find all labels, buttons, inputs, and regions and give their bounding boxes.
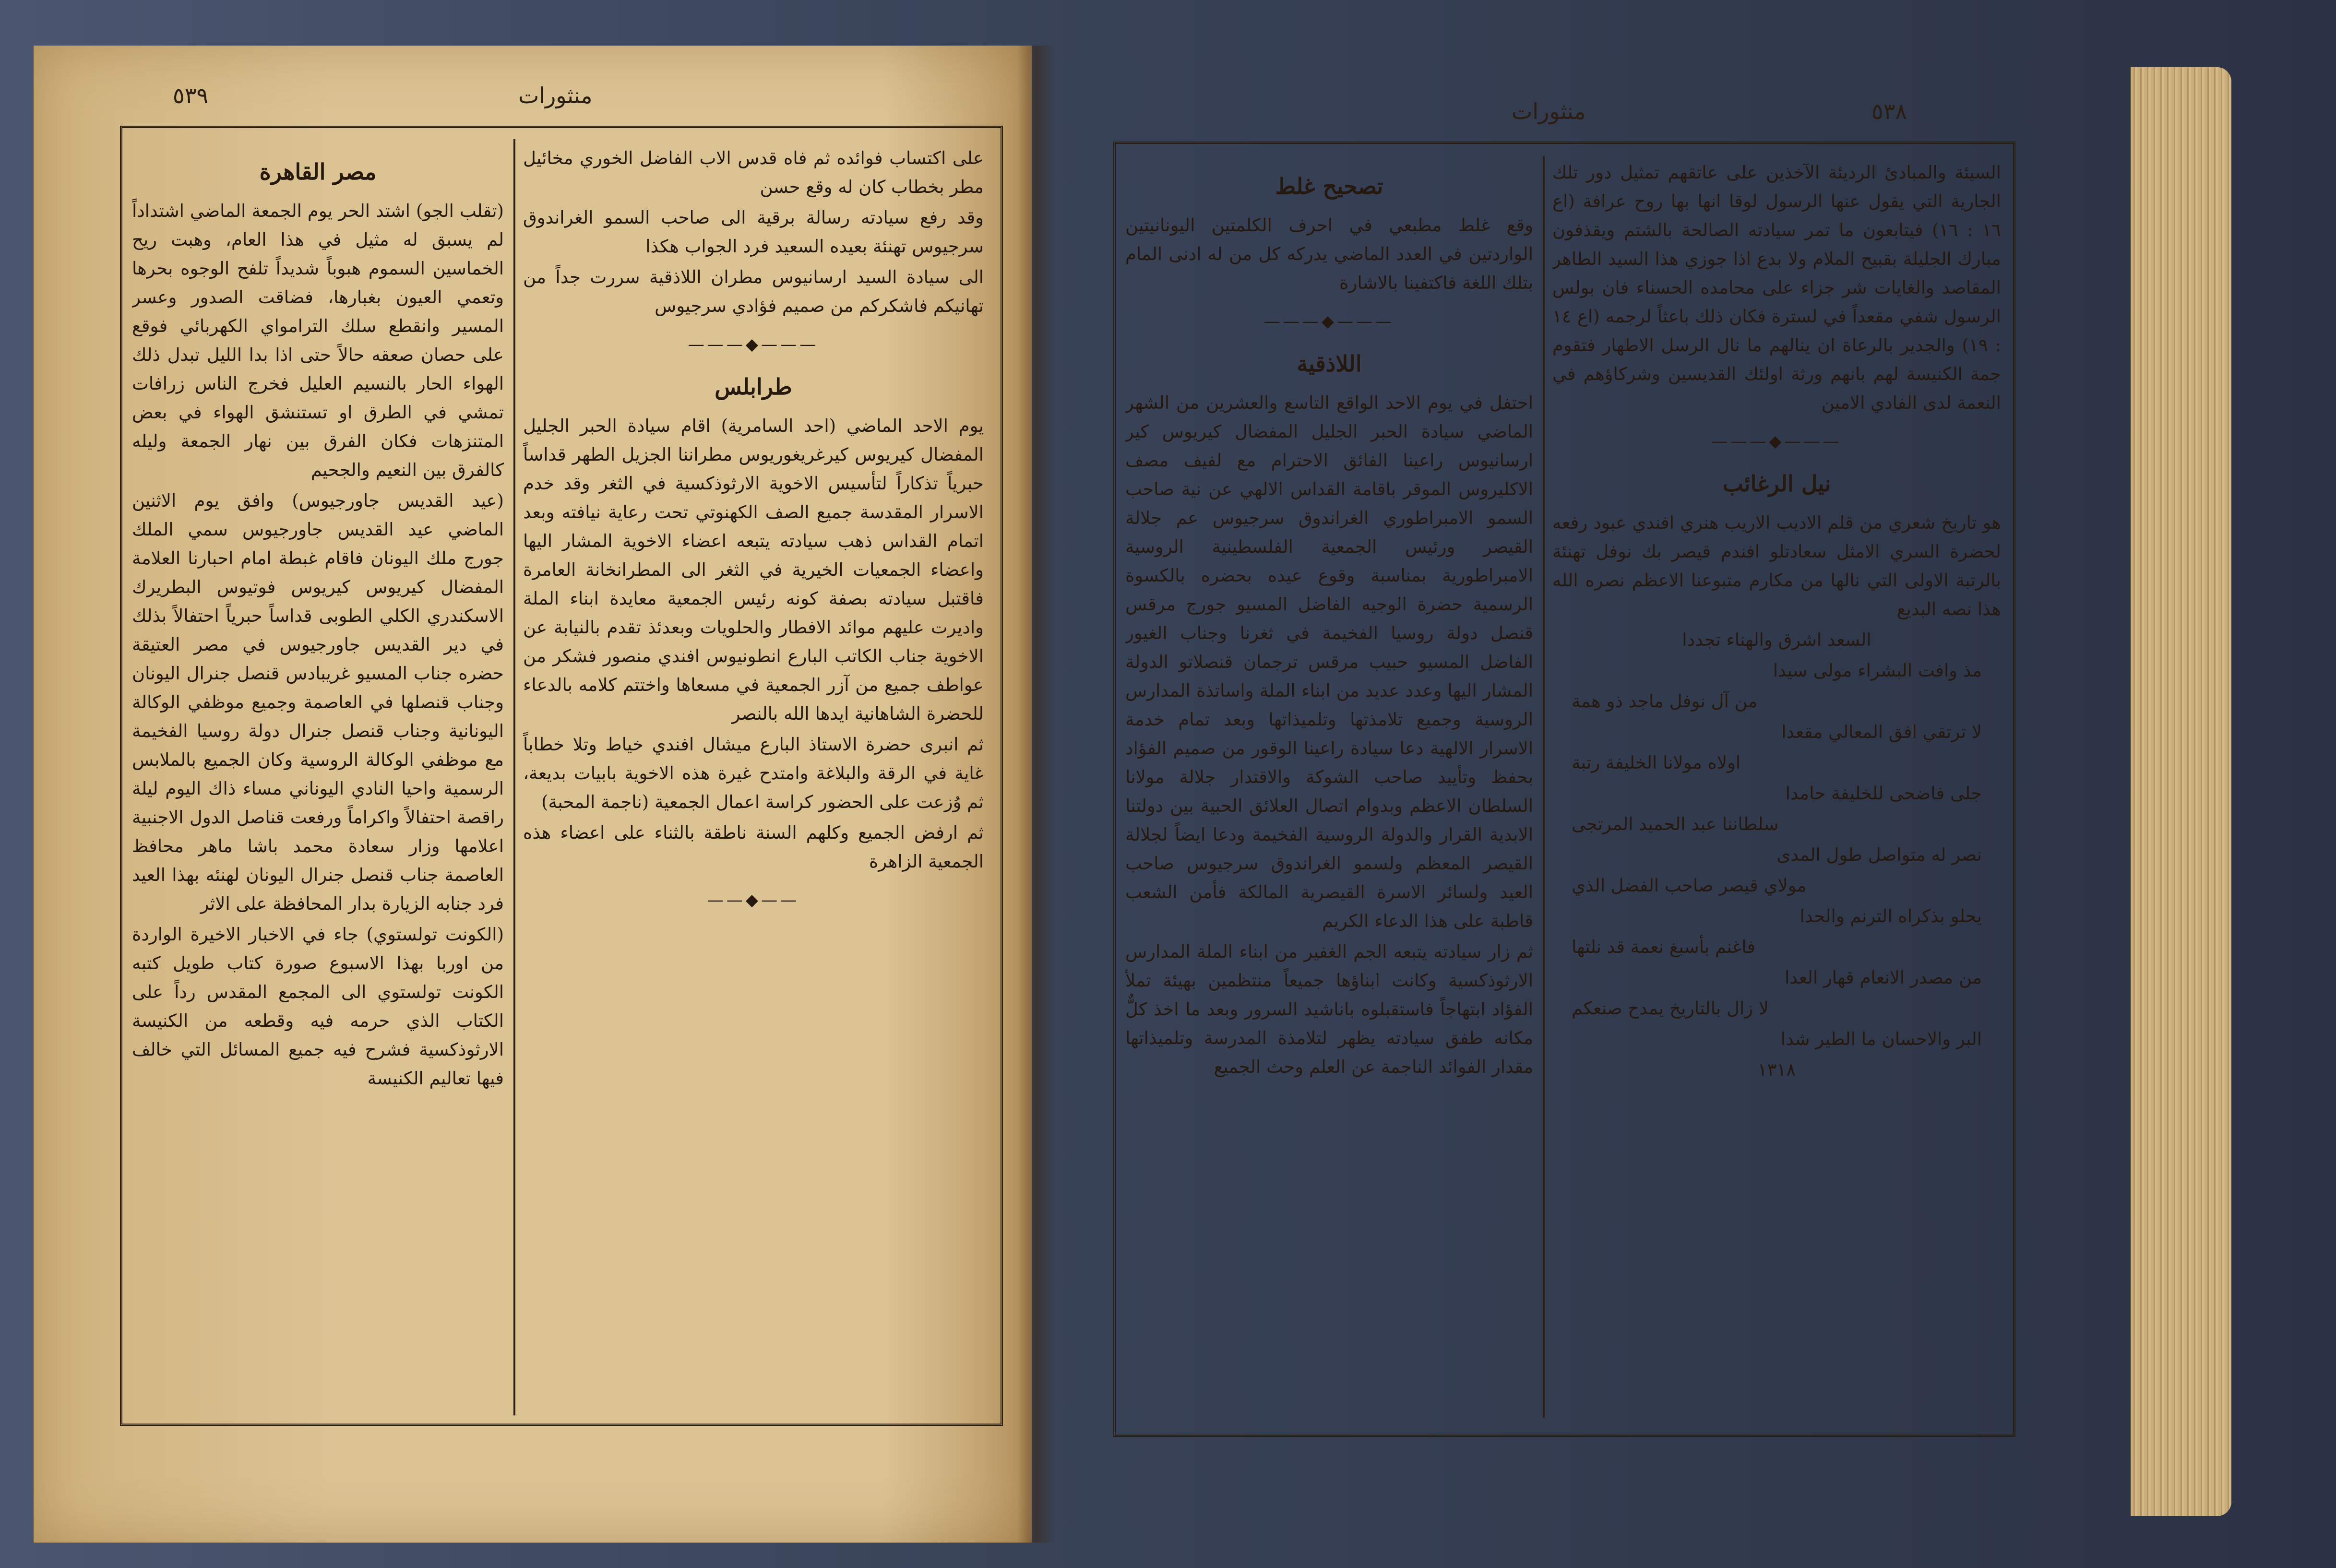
section-heading: طرابلس (715, 374, 792, 400)
verse-line: يحلو بذكراه الترنم والحدا (1800, 906, 1982, 927)
paragraph: الى سيادة السيد ارسانيوس مطران اللاذقية سررت جداً من تهانيكم فاشكركم من صميم فؤادي سرجيوس (523, 267, 984, 316)
verse-line: سلطاننا عبد الحميد المرتجى (1572, 814, 1779, 834)
ornament-divider: ———◆——— (1711, 432, 1842, 451)
paragraph: وقع غلط مطبعي في احرف الكلمتين اليونانيتين الواردتين في العدد الماضي يدركه كل من له ادنى المام بتلك اللغة فاكتفينا بالاشارة (1125, 215, 1533, 293)
verse-line: لا ترتقي افق المعالي مقعدا (1781, 722, 1982, 742)
paragraph: (عيد القديس جاورجيوس) وافق يوم الاثنين الماضي عيد القديس جاورجيوس سمي الملك جورج ملك اليونان فاقام غبطة امام احبارنا العلامة المفضال كيريوس كيريوس فوتيوس البطريرك الاسكندري الكلي الطوبى قداساً حبرياً احتفالاً بذلك في دير القديس جاورجيوس في مصر العتيقة حضره جناب المسيو غريبادس قنصل جنرال اليونان وجناب قنصلها في العاصمة وجميع موظفي الوكالة اليونانية وجناب قنصل جنرال دولة روسيا الفخيمة مع موظفي الوكالة الروسية وكان الجميع بالملابس الرسمية واحيا النادي اليوناني مساء ذاك اليوم ليلة راقصة احتفالاً واكراماً ورفعت قناصل الدول الاجنبية اعلامها وزار سعادة محمد باشا ماهر محافظ العاصمة جناب قنصل جنرال اليونان لهنئه بهذا العيد فرد جنابه الزيارة بدار المحافظة على الاثر (132, 490, 504, 914)
right-page-right-column (1552, 158, 2001, 1415)
paragraph: (الكونت تولستوي) جاء في الاخبار الاخيرة الواردة من اوربا بهذا الاسبوع صورة كتاب طويل كتبه الكونت تولستوي الى المجمع المقدس رداً على الكتاب الذي حرمه فيه وقطعه من الكنيسة الارثوذكسية فشرح فيه جميع المسائل التي خالف فيها تعاليم الكنيسة (132, 924, 504, 1089)
verse-line: البر والاحسان ما الطير شدا (1780, 1029, 1982, 1049)
page-edges (2131, 67, 2231, 1516)
section-heading: مصر القاهرة (259, 159, 377, 185)
paragraph: احتفل في يوم الاحد الواقع التاسع والعشرين من الشهر الماضي سيادة الحبر الجليل المفضال كيريوس كير ارسانيوس راعينا الفائق الاحترام مع لفيف مصف الاكليروس الموقر باقامة القداس الالهي عن نية صاحب السمو الامبراطوري الغراندوق سرجيوس عم جلالة القيصر ورئيس الجمعية الفلسطينية الروسية الامبراطورية بمناسبة وقوع عيده بحضره بالكسوة الرسمية حضرة الوجيه الفاضل المسيو جورج مرقس قنصل دولة روسيا الفخيمة في ثغرنا وجناب الغيور الفاضل المسيو حبيب مرقس ترجمان قنصلاتو الدولة المشار اليها وعدد عديد من ابناء الملة واساتذة المدارس الروسية وجميع تلامذتها وتلميذاتها وبعد تمام خدمة الاسرار الالهية دعا سيادة راعينا الوقور من صميم الفؤاد بحفظ وتأييد صاحب الشوكة والاقتدار جلالة مولانا السلطان الاعظم وبدوام اتصال العلائق الحبية بين دولتنا الابدية القرار والدولة الروسية الفخيمة ودعا ايضاً لجلالة القيصر المعظم ولسمو الغراندوق سرجيوس صاحب العيد ولسائر الاسرة القيصرية المالكة فأمن الشعب قاطبة على هذا الدعاء الكريم (1125, 392, 1533, 931)
paragraph: وقد رفع سيادته رسالة برقية الى صاحب السمو الغراندوق سرجيوس تهنئة بعيده السعيد فرد الجواب هكذا (523, 207, 984, 257)
left-page-right-column (523, 144, 984, 1411)
section-heading: نيل الرغائب (1722, 471, 1831, 497)
left-column-divider (513, 139, 515, 1415)
verse-line: نصر له متواصل طول المدى (1776, 844, 1982, 865)
ornament-divider: ———◆——— (1263, 312, 1395, 331)
verse-line: مولاي قيصر صاحب الفضل الذي (1572, 875, 1807, 896)
left-page-number: ٥٣٩ (173, 83, 209, 108)
verse-line: جلى فاضحى للخليفة حامدا (1785, 783, 1982, 804)
verse-line: فاغنم بأسبغ نعمة قد نلتها (1572, 937, 1756, 957)
paragraph: (تقلب الجو) اشتد الحر يوم الجمعة الماضي اشتداداً لم يسبق له مثيل في هذا العام، وهبت ريح الخماسين السموم هبوباً شديداً تلفح الوجوه بحرها وتعمي العيون بغبارها، فضاقت الصدور وعسر المسير وانقطع سلك الترامواي الكهربائي فوقع على حصان صعقه حالاً حتى اذا بدا الليل تبدل ذلك الهواء الحار بالنسيم العليل فخرج الناس زرافات تمشي في الطرق او تستنشق الهواء في بعض المتنزهات فكان الفرق بين نهار الجمعة وليله كالفرق بين النعيم والجحيم (132, 201, 504, 480)
verse-line: اولاه مولانا الخليفة رتبة (1572, 752, 1741, 773)
book-gutter (1017, 46, 1056, 1543)
verse-line: لا زال بالتاريخ يمدح صنعكم (1572, 998, 1769, 1019)
ornament-divider: ——◆—— (707, 891, 800, 910)
section-heading: اللاذقية (1297, 351, 1362, 377)
verse-line: من آل نوفل ماجد ذو همة (1572, 691, 1758, 712)
paragraph: ثم انبرى حضرة الاستاذ البارع ميشال افندي خياط وتلا خطاباً غاية في الرقة والبلاغة وامتدح غيرة هذه الاخوية بابيات بديعة، ثم وُزعت على الحضور كراسة اعمال الجمعية (ناجمة المحبة) (523, 734, 984, 812)
left-running-title: منثورات (518, 83, 593, 108)
right-page-number: ٥٣٨ (1871, 98, 1907, 124)
right-column-divider (1543, 156, 1545, 1418)
left-page-left-column (132, 144, 504, 1411)
verse-line: من مصدر الانعام قهار العدا (1785, 967, 1982, 988)
paragraph: يوم الاحد الماضي (احد السامرية) اقام سيادة الحبر الجليل المفضال كيريوس كيرغريغوريوس مطراننا الجزيل الطهر قداساً حبرياً تذكاراً لتأسيس الاخوية الارثوذكسية في الثغر وقد خدم الاسرار المقدسة جميع الصف الكهنوتي تحت رعاية نيافته وبعد اتمام القداس ذهب سيادته يتبعه اعضاء الاخوية المشار اليها واعضاء الجمعيات الخيرية في الثغر الى المطرانخانة العامرة فاقتبل سيادته بصفة كونه رئيس الجمعية معايدة ابناء الملة واديرت عليهم موائد الافطار والحلويات وبعدئذ تقدم بالنيابة عن الاخوية جناب الكاتب البارع انطونيوس افندي منصور فشكر من عواطف جميع من آزر الجمعية في مسعاها واختتم كلامه بالدعاء للحضرة الشاهانية ايدها الله بالنصر (523, 416, 984, 724)
verse-line: مذ وافت البشراء مولى سيدا (1773, 660, 1982, 681)
right-running-title: منثورات (1512, 98, 1586, 124)
year-date: ١٣١٨ (1757, 1059, 1796, 1080)
paragraph: هو تاريخ شعري من قلم الاديب الاريب هنري افندي عبود رفعه لحضرة السري الامثل سعادتلو افندم قيصر بك نوفل تهنئة بالرتبة الاولى التي نالها من مكارم متبوعنا الاعظم نصره الله هذا نصه البديع (1552, 512, 2001, 619)
section-heading: تصحيح غلط (1275, 173, 1383, 199)
paragraph: ثم ارفض الجميع وكلهم السنة ناطقة بالثناء على اعضاء هذه الجمعية الزاهرة (523, 822, 984, 872)
verse-line: السعد اشرق والهناء تجددا (1682, 630, 1871, 650)
paragraph: السيئة والمبادئ الرديئة الآخذين على عاتقهم تمثيل دور تلك الجارية التي يقول عنها الرسول لوقا انها بها روح عرافة (اع ١٦ : ١٦) فيتابعون ما تمر سيادته الصالحة بالشتم ويقذفون مبارك الجليلة بقبيح الملام ولا بدع اذا جوزي هذا السيد الطاهر المقاصد والغايات شر جزاء على محامده الحسناء فان بولس الرسول شفي مقعداً في لسترة فكان ذلك باعثاً لرجمه (اع ١٤ : ١٩) والجدير بالرعاة ان ينالهم ما نال الرسل الاطهار فتقوم جمة الكنيسة لهم بانهم ورثة اولئك القديسين وشركاؤهم في النعمة لدى الفادي الامين (1552, 162, 2001, 413)
right-page-left-column (1125, 158, 1533, 1415)
ornament-divider: ———◆——— (688, 335, 819, 354)
paragraph: على اكتساب فوائده ثم فاه قدس الاب الفاضل الخوري مخائيل مطر بخطاب كان له وقع حسن (523, 148, 984, 197)
paragraph: ثم زار سيادته يتبعه الجم الغفير من ابناء الملة المدارس الارثوذكسية وكانت ابناؤها جميعاً منتظمين بهيئة تملأ الفؤاد ابتهاجاً فاستقبلوه باناشيد السرور وبعد ما اخذ كلٌّ مكانه طفق سيادته يظهر لتلامذة المدرسة وتلميذاتها مقدار الفوائد الناجمة عن العلم وحث الجميع (1125, 941, 1533, 1077)
